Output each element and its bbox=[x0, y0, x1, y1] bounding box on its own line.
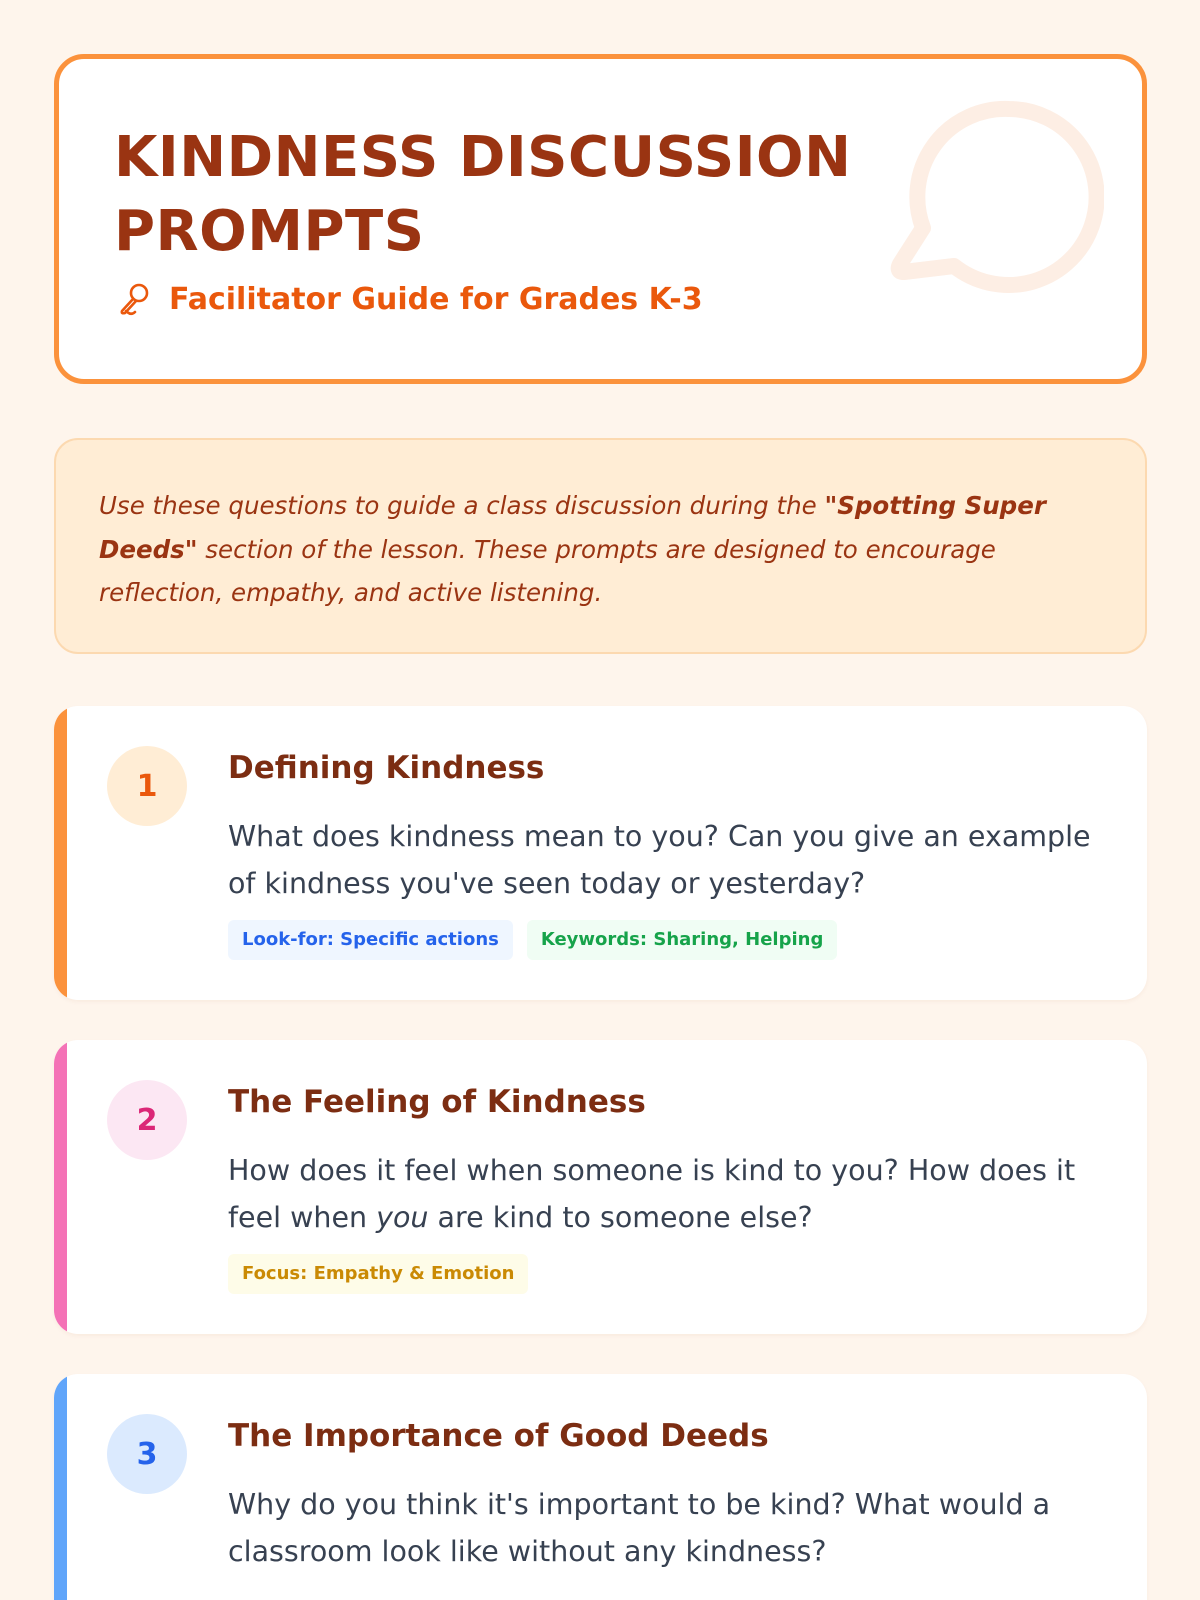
subtitle-row bbox=[117, 281, 703, 317]
page-title: KINDNESS DISCUSSION PROMPTS bbox=[114, 125, 852, 264]
prompt-question: Why do you think it's important to be kind? What would a classroom look like without any kindness? bbox=[228, 1488, 1051, 1568]
focus-tag: Focus: Empathy & Emotion bbox=[228, 1254, 528, 1294]
keywords-tag: Keywords: Sharing, Helping bbox=[527, 920, 837, 960]
intro-text bbox=[99, 484, 1103, 615]
prompt-number-badge: 3 bbox=[107, 1414, 187, 1494]
look-for-tag: Look-for: Specific actions bbox=[228, 920, 513, 960]
question-emphasis: you bbox=[376, 1201, 429, 1234]
intro-text-end: section of the lesson. These prompts are designed to encourage reflection, empathy, and active listening. bbox=[99, 534, 996, 607]
prompt-card-1 bbox=[54, 706, 1147, 1000]
header-card bbox=[54, 54, 1147, 384]
question-text-end: are kind to someone else? bbox=[428, 1201, 813, 1234]
prompt-number-badge: 1 bbox=[107, 746, 187, 826]
prompt-card-3 bbox=[54, 1374, 1147, 1600]
prompt-title: The Importance of Good Deeds bbox=[228, 1418, 769, 1454]
prompt-title: Defining Kindness bbox=[228, 750, 545, 786]
page-subtitle: Facilitator Guide for Grades K-3 bbox=[169, 281, 703, 317]
tag-list bbox=[228, 920, 837, 960]
prompt-title: The Feeling of Kindness bbox=[228, 1084, 646, 1120]
prompt-question: What does kindness mean to you? Can you give an example of kindness you've seen today or yesterday? bbox=[228, 820, 1091, 900]
prompt-number-badge: 2 bbox=[107, 1080, 187, 1160]
microphone-icon bbox=[117, 281, 153, 317]
intro-text-start: Use these questions to guide a class discussion during the bbox=[99, 491, 825, 520]
card-accent-bar bbox=[54, 706, 67, 1000]
intro-box bbox=[54, 438, 1147, 654]
card-accent-bar bbox=[54, 1374, 67, 1600]
tag-list bbox=[228, 1254, 528, 1294]
intro-highlight: "Spotting Super Deeds" bbox=[99, 491, 1046, 564]
question-text-start: How does it feel when someone is kind to you? How does it feel when bbox=[228, 1154, 1076, 1234]
prompt-question bbox=[228, 1147, 1108, 1241]
speech-bubble-icon bbox=[889, 97, 1104, 297]
card-accent-bar bbox=[54, 1040, 67, 1334]
prompt-card-2 bbox=[54, 1040, 1147, 1334]
